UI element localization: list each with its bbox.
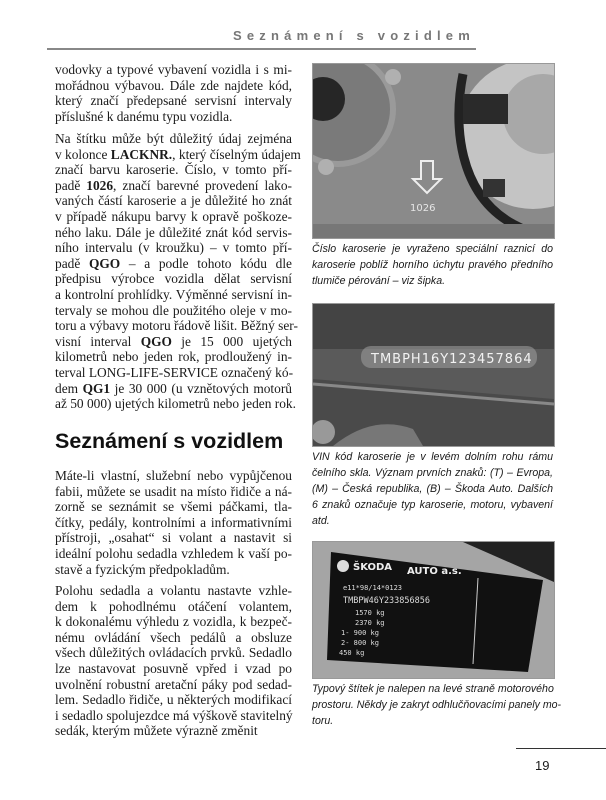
text-segment: dem bbox=[55, 380, 83, 396]
text-segment: dem k pohodlnému otáčení volantem, bbox=[55, 598, 292, 614]
photo-type-plate bbox=[312, 541, 555, 679]
text-segment: v případě nákupu barvy k opravě poškoze- bbox=[55, 208, 292, 224]
text-line bbox=[55, 692, 292, 708]
text-line bbox=[55, 530, 292, 546]
bold-code: QG1 bbox=[82, 380, 111, 396]
text-segment: fabii, můžete se usadit na místo řidiče a ná- bbox=[55, 483, 292, 499]
text-line bbox=[55, 365, 292, 381]
text-segment: visní interval bbox=[55, 333, 141, 349]
text-line bbox=[55, 484, 292, 500]
text-line bbox=[55, 708, 292, 724]
text-segment: Polohu sedadla a volantu nastavte vzhle- bbox=[55, 583, 292, 598]
plate-vin: TMBPW46Y233856856 bbox=[343, 596, 430, 606]
text-line bbox=[55, 225, 292, 241]
text-line bbox=[55, 614, 292, 630]
text-segment: k dokonalému výhledu z vozidla, k bezpeč- bbox=[55, 614, 292, 630]
plate-weight: 1- 900 kg bbox=[341, 629, 379, 637]
section-heading: Seznámení s vozidlem bbox=[55, 429, 284, 453]
bold-code: QGO bbox=[88, 255, 121, 271]
text-segment: lze nastavovat posuvně vpřed i vzad po bbox=[55, 660, 292, 676]
text-segment: tervaly se mohou dle použitého oleje v mo- bbox=[55, 302, 292, 318]
text-segment: předpisu výrobce vozidla dělat servisní bbox=[55, 271, 292, 287]
text-line bbox=[55, 62, 292, 78]
text-segment: uvolnění robustní aretační páky pod sedad- bbox=[55, 676, 292, 692]
text-segment: zorně se seznámit se všemi páčkami, tla- bbox=[55, 499, 292, 515]
text-segment: , který číselným údajem bbox=[172, 146, 301, 162]
text-line bbox=[55, 109, 292, 125]
text-line bbox=[55, 515, 292, 531]
text-line bbox=[55, 78, 292, 94]
text-segment: ního intervalu (v kroužku) – v tomto pří- bbox=[55, 240, 292, 256]
skoda-logo-icon bbox=[337, 560, 349, 572]
text-segment: sedák, kterým můžete výrazně změnit bbox=[55, 723, 258, 739]
text-line bbox=[55, 723, 292, 739]
text-line bbox=[55, 334, 292, 350]
text-segment: kilometrů nebo jeden rok, prodloužený in- bbox=[55, 349, 292, 365]
plate-brand: ŠKODA bbox=[353, 562, 393, 573]
text-segment: všech důležitých ovládacích prvků. Sedadlo bbox=[55, 645, 292, 661]
text-line bbox=[55, 396, 296, 412]
text-segment: ného laku. Dále je důležité znát kód servis- bbox=[55, 224, 292, 240]
text-line bbox=[55, 677, 292, 693]
text-line bbox=[55, 287, 292, 303]
plate-weight: 1570 kg bbox=[355, 609, 385, 617]
text-line bbox=[55, 499, 292, 515]
text-segment: a kontrolní prohlídky. Výměnné servisní in- bbox=[55, 286, 292, 302]
text-segment: v kolonce bbox=[55, 146, 111, 162]
text-segment: Máte-li vlastní, služební nebo vypůjčenou bbox=[55, 468, 292, 483]
text-line bbox=[55, 93, 292, 109]
text-line bbox=[55, 562, 292, 578]
caption-body-number bbox=[312, 241, 553, 289]
text-segment: mořádnou výbavou. Dále zde najdete kód, bbox=[55, 77, 292, 93]
text-segment: který značí předepsané servisní intervaly bbox=[55, 93, 292, 109]
running-title: Seznámení s vozidlem bbox=[233, 28, 475, 43]
text-segment: terval LONG-LIFE-SERVICE označený kó- bbox=[55, 364, 294, 380]
text-segment: i sedadlo spolujezdce má výškově stavitelný bbox=[55, 707, 293, 723]
text-segment: je 15 000 ujetých bbox=[171, 333, 292, 349]
text-line bbox=[55, 209, 292, 225]
caption-line: čelního skla. Význam prvních znaků: (T) – Evropa, bbox=[312, 467, 553, 479]
text-line bbox=[55, 630, 292, 646]
vin-number: TMBPH16Y123457864 bbox=[371, 352, 533, 367]
paragraph-1 bbox=[55, 62, 292, 124]
text-line bbox=[55, 661, 292, 677]
photo-stamped-number: 1026 bbox=[410, 203, 436, 214]
text-segment: Na štítku může být důležitý údaj zejména bbox=[55, 131, 292, 146]
paragraph-4 bbox=[55, 583, 292, 739]
caption-line: atd. bbox=[312, 515, 330, 527]
text-segment: stavě a fyzickým předpokladům. bbox=[55, 561, 230, 577]
text-line bbox=[55, 193, 292, 209]
text-line bbox=[55, 468, 292, 484]
text-line bbox=[55, 146, 301, 163]
text-segment: , značí barevné provedení lako- bbox=[113, 177, 292, 193]
plate-weight: 2- 800 kg bbox=[341, 639, 379, 647]
text-segment: vodovky a typové vybavení vozidla i s mi- bbox=[55, 62, 292, 77]
bold-code: 1026 bbox=[86, 177, 114, 193]
paragraph-2 bbox=[55, 131, 301, 412]
caption-line: toru. bbox=[312, 715, 334, 727]
text-segment: padě bbox=[55, 177, 87, 193]
text-line bbox=[55, 318, 298, 334]
paragraph-3 bbox=[55, 468, 292, 577]
caption-line: tlumiče pérování – viz šipka. bbox=[312, 275, 446, 287]
text-segment: ideální polohu sedadla vzhledem k vaší po- bbox=[55, 545, 292, 561]
plate-company: AUTO a.s. bbox=[407, 566, 462, 577]
text-line bbox=[55, 240, 292, 256]
plate-weight: 2370 kg bbox=[355, 619, 385, 627]
text-segment: čítky, pedály, kontrolními a informativními bbox=[55, 514, 292, 530]
text-segment: značí barvu karoserie. Číslo, v tomto pří- bbox=[55, 162, 292, 178]
bold-code: LACKNR. bbox=[110, 146, 173, 162]
caption-line: VIN kód karoserie je v levém dolním rohu rámu bbox=[312, 451, 553, 463]
text-line bbox=[55, 271, 292, 287]
caption-line: Typový štítek je nalepen na levé straně motorového bbox=[312, 683, 554, 695]
bold-code: QGO bbox=[140, 333, 172, 349]
caption-line: karoserie poblíž horního úchytu pravého předního bbox=[312, 259, 553, 271]
text-segment: lem. Sedadlo řidiče, u některých modifikací bbox=[55, 692, 292, 708]
text-line bbox=[55, 599, 292, 615]
plate-approval: e11*98/14*0123 bbox=[343, 584, 403, 592]
text-segment: vaných částí karoserie a je důležité ho znát bbox=[55, 193, 292, 209]
caption-vin bbox=[312, 449, 553, 529]
text-line bbox=[55, 303, 292, 319]
text-segment: je 30 000 (u vznětových motorů bbox=[110, 380, 292, 396]
text-segment: padě bbox=[55, 255, 89, 271]
caption-line: prostoru. Někdy je zakryt odhlučňovacími panely mo- bbox=[312, 699, 562, 711]
caption-line: (M) – Česká republika, (B) – Škoda Auto. Dalších bbox=[312, 483, 553, 495]
text-line bbox=[55, 256, 292, 272]
page-number: 19 bbox=[535, 758, 550, 773]
text-line bbox=[55, 349, 292, 365]
text-line bbox=[55, 162, 292, 178]
text-line bbox=[55, 178, 292, 194]
text-segment: přístroji, „osahat“ si volant a nastavit si bbox=[55, 530, 292, 546]
text-line bbox=[55, 546, 292, 562]
text-segment: až 50 000) ujetých kilometrů nebo jeden rok. bbox=[55, 396, 296, 412]
footer-rule bbox=[516, 748, 606, 749]
text-segment: toru a výbavy motoru řádově lišit. Běžný ser- bbox=[55, 318, 298, 334]
text-segment: – a podle tohoto kódu dle bbox=[120, 255, 292, 271]
caption-type-plate bbox=[312, 681, 562, 729]
plate-weight: 450 kg bbox=[339, 649, 365, 657]
photo-body-number bbox=[312, 63, 555, 239]
text-line bbox=[55, 381, 292, 397]
text-segment: nému ovládání všech pedálů a obsluze bbox=[55, 629, 292, 645]
text-line bbox=[55, 645, 292, 661]
header-rule bbox=[47, 48, 476, 50]
text-line bbox=[55, 583, 292, 599]
text-line bbox=[55, 131, 292, 147]
text-segment: příslušné k danému typu vozidla. bbox=[55, 108, 233, 124]
caption-line: Číslo karoserie je vyraženo speciální raznicí do bbox=[312, 243, 553, 255]
caption-line: 6 znaků označuje typ karoserie, motoru, vybavení bbox=[312, 499, 553, 511]
photo-vin bbox=[312, 303, 555, 447]
